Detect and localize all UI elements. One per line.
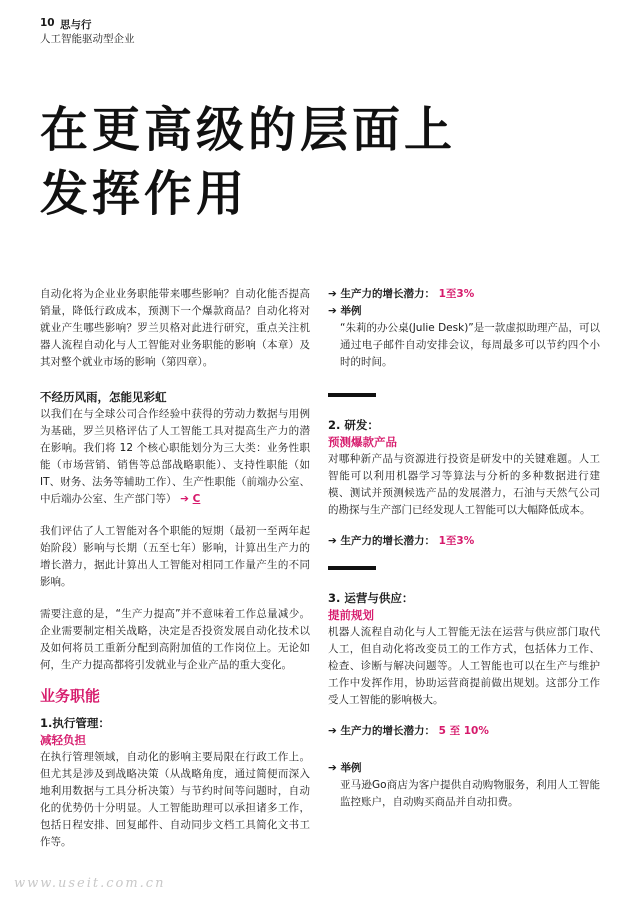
section-divider-bar (328, 566, 376, 570)
example-body-3: 亚马逊Go商店为客户提供自动购物服务，利用人工智能监控账户，自动购买商品并自动扣费。 (340, 779, 600, 808)
figure-c-link[interactable]: C (192, 493, 201, 505)
example-label-3: ➔ 举例 (328, 762, 362, 774)
report-subtitle: 人工智能驱动型企业 (40, 33, 135, 45)
productivity-bullet-2 (328, 533, 600, 550)
subsection-2-tagline: 预测爆款产品 (328, 435, 397, 449)
page-number: 10 (40, 17, 55, 29)
left-column (40, 286, 310, 851)
subheading-rainbow: 不经历风雨，怎能见彩虹 (40, 390, 167, 404)
subsection-2-heading: 2. 研发： (328, 418, 379, 432)
subsection-1-heading: 1.执行管理： (40, 716, 110, 730)
subsection-1-body: 在执行管理领域，自动化的影响主要局限在行政工作上。但尤其是涉及到战略决策（从战略角度，通过简便而深入地利用数据与工具分析决策）与节约时间等问题时，自动化的优势仍十分明显。人工智能助理可以承担诸多工作，包括日程安排、回复邮件、自动同步文档工具简化文书工作等。 (40, 751, 310, 848)
example-body-1: “朱莉的办公桌(Julie Desk)”是一款虚拟助理产品，可以通过电子邮件自动安排会议，每周最多可以节约四个小时的时间。 (340, 322, 600, 368)
paragraph-assessment: 我们评估了人工智能对各个职能的短期（最初一至两年起始阶段）影响与长期（五至七年）影响，计算出生产力的增长潜力，据此计算出人工智能对相同工作量产生的不同影响。 (40, 525, 310, 588)
arrow-icon: ➔ (180, 493, 189, 505)
productivity-label: ➔ 生产力的增长潜力： (328, 288, 435, 300)
productivity-value: 1至3% (438, 288, 475, 300)
watermark: www.useit.com.cn (14, 876, 166, 891)
paragraph-functions-text: 以我们在与全球公司合作经验中获得的劳动力数据与用例为基础，罗兰贝格评估了人工智能工具对提高生产力的潜在影响。我们将 12 个核心职能划分为三大类：业务性职能（市场营销、销售等总部战略职能）、支持性职能（如 IT、财务、法务等辅助工作）、生产性职能（前端办公室、中后端办公室、生产部门等） (40, 408, 310, 505)
productivity-label: ➔ 生产力的增长潜力： (328, 535, 435, 547)
productivity-value: 5 至 10% (438, 725, 489, 737)
page-title-line-2: 发挥作用 (40, 166, 249, 222)
section-divider-bar (328, 393, 376, 397)
paragraph-functions (40, 406, 310, 508)
right-column (328, 286, 600, 811)
example-label-1: ➔ 举例 (328, 305, 362, 317)
productivity-label: ➔ 生产力的增长潜力： (328, 725, 435, 737)
subsection-2-body: 对哪种新产品与资源进行投资是研发中的关键难题。人工智能可以利用机器学习等算法与分析的多种数据进行建模、测试并预测候选产品的发展潜力，石油与天然气公司的勘探与生产部门已经发现人工智能可以大幅降低成本。 (328, 453, 600, 516)
paragraph-note: 需要注意的是，“生产力提高”并不意味着工作总量减少。企业需要制定相关战略，决定是否投资发展自动化技术以及如何将员工重新分配到高附加值的工作岗位上。无论如何，生产力提高都将引发就业与企业产品的重大变化。 (40, 608, 310, 671)
subsection-1-tagline: 减轻负担 (40, 733, 86, 747)
section-name: 思与行 (60, 19, 92, 31)
intro-paragraph: 自动化将为企业业务职能带来哪些影响？自动化能否提高销量，降低行政成本，预测下一个爆款商品？自动化将对就业产生哪些影响？罗兰贝格对此进行研究，重点关注机器人流程自动化与人工智能对业务职能的影响（本章）及其对整个就业市场的影响（第四章）。 (40, 288, 310, 368)
page-title (40, 98, 600, 226)
subsection-3-tagline: 提前规划 (328, 608, 374, 622)
productivity-value: 1至3% (438, 535, 475, 547)
subsection-3-body: 机器人流程自动化与人工智能无法在运营与供应部门取代人工，但自动化将改变员工的工作方式，包括体力工作、检查、诊断与解决问题等。人工智能也可以在生产与维护工作中发挥作用，协助运营商提前做出规划。这部分工作受人工智能的影响极大。 (328, 626, 600, 706)
productivity-bullet-1 (328, 286, 600, 303)
page-title-line-1: 在更高级的层面上 (40, 102, 457, 158)
subsection-3-heading: 3. 运营与供应： (328, 591, 414, 605)
productivity-bullet-3 (328, 723, 600, 740)
section-heading-business-functions: 业务职能 (40, 687, 101, 705)
